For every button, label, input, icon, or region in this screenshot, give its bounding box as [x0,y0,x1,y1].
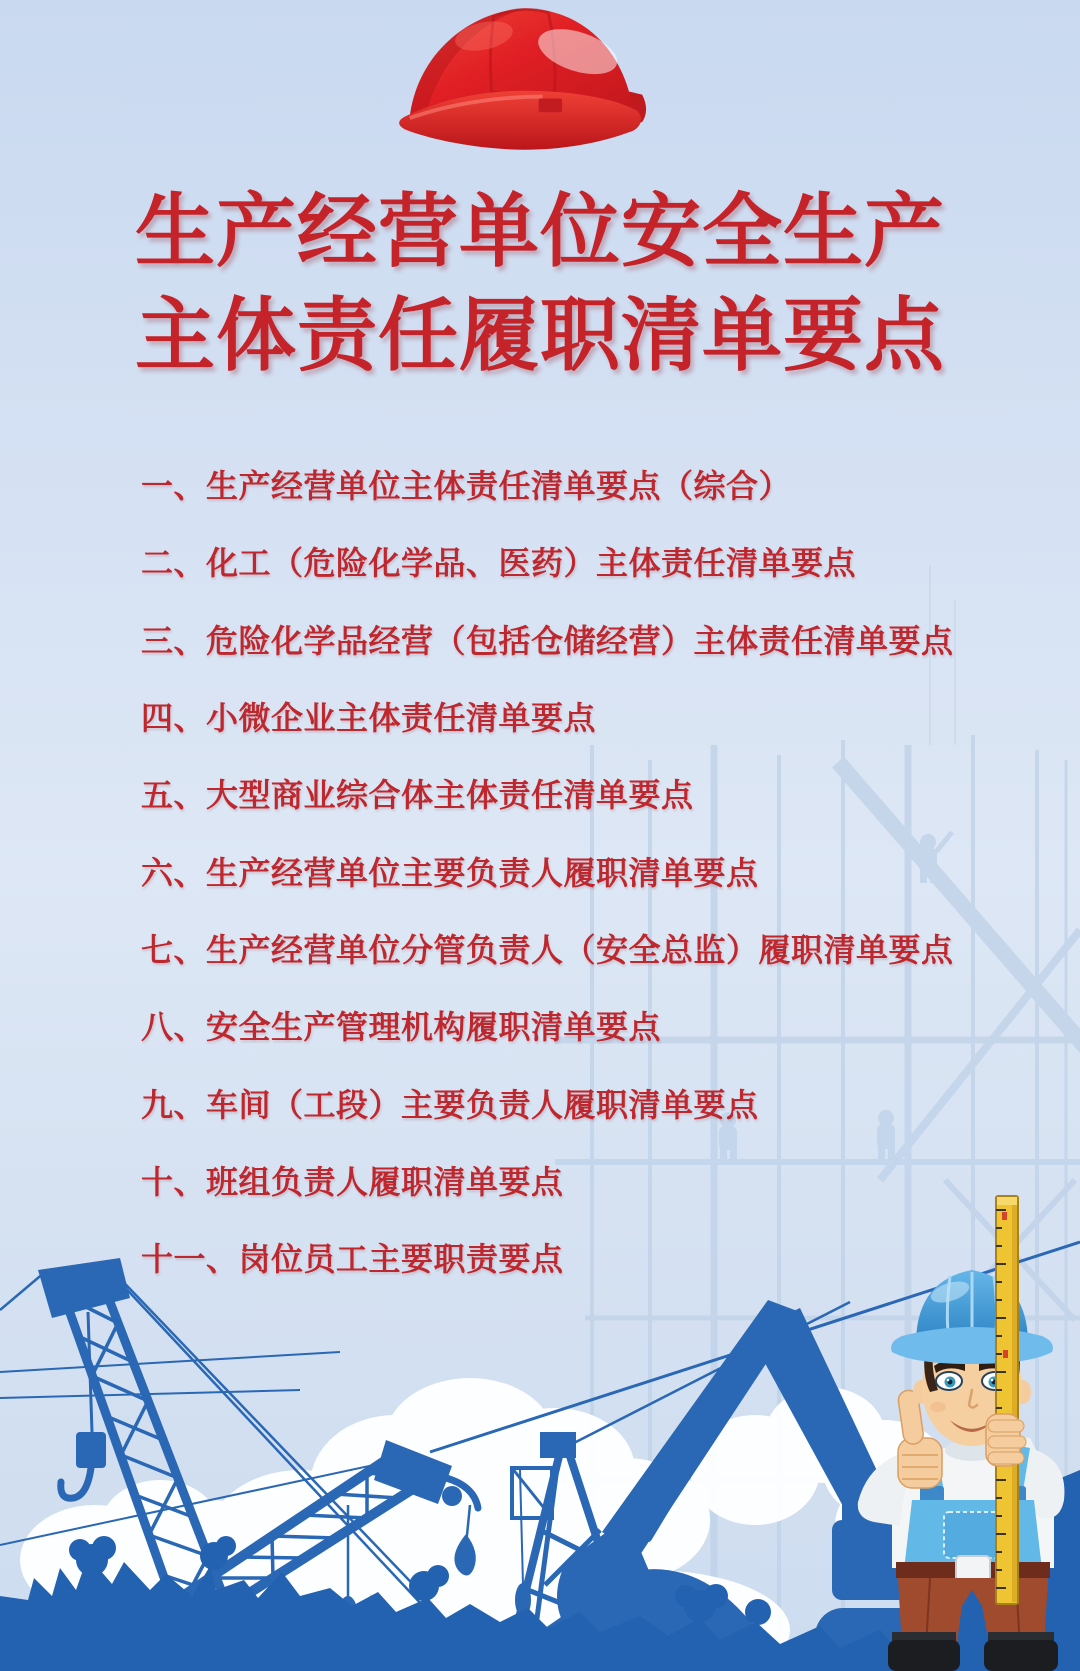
list-item: 九、车间（工段）主要负责人履职清单要点 [141,1087,759,1123]
list-item: 四、小微企业主体责任清单要点 [141,700,597,736]
poster-title-line2: 主体责任履职清单要点 [135,291,945,380]
list-item: 六、生产经营单位主要负责人履职清单要点 [141,855,759,891]
list-item: 十一、岗位员工主要职责要点 [141,1241,564,1277]
list-item: 一、生产经营单位主体责任清单要点（综合） [141,468,792,504]
list-item: 十、班组负责人履职清单要点 [141,1164,564,1200]
list-item: 五、大型商业综合体主体责任清单要点 [141,777,694,813]
list-item: 八、安全生产管理机构履职清单要点 [141,1009,662,1045]
list-item: 二、化工（危险化学品、医药）主体责任清单要点 [141,545,857,581]
poster-title-line1: 生产经营单位安全生产 [135,187,945,276]
list-item: 三、危险化学品经营（包括仓储经营）主体责任清单要点 [141,623,954,659]
list-item: 七、生产经营单位分管负责人（安全总监）履职清单要点 [141,932,954,968]
